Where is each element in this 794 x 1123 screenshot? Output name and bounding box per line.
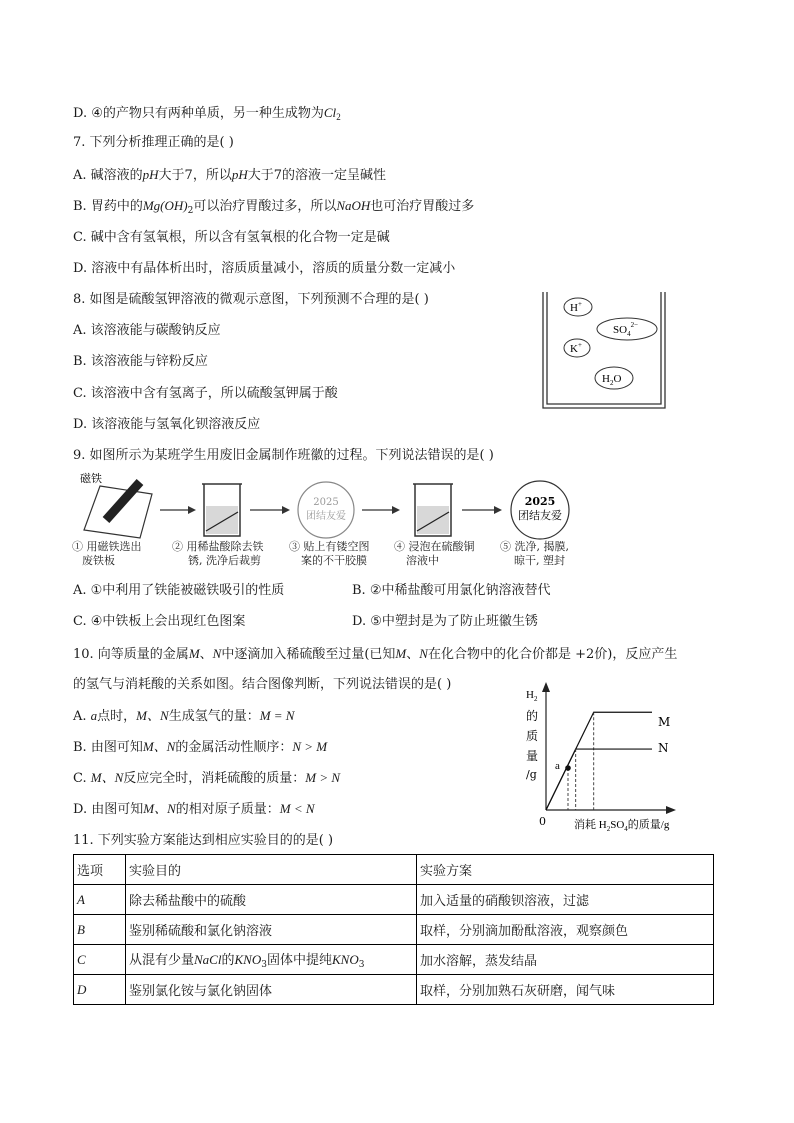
series-label-n: N bbox=[658, 741, 669, 755]
row-b-option: B bbox=[74, 915, 126, 945]
row-c-goal bbox=[126, 945, 417, 975]
row-a-goal: 除去稀盐酸中的硫酸 bbox=[126, 885, 417, 915]
x-axis-label: 消耗 $H_2SO_4$的质量/g bbox=[574, 819, 670, 833]
q10-stem-m: M bbox=[188, 646, 200, 661]
q10-stem-post: 在化合物中的化合价都是 +2价)，反应产生 bbox=[427, 647, 678, 662]
q9-stem: 9. 如图所示为某班学生用废旧金属制作班徽的过程。下列说法错误的是( ) bbox=[73, 448, 494, 463]
q10-b-pre: B. 由图可知 bbox=[73, 740, 143, 755]
q10-b-mn: M、N bbox=[142, 739, 176, 754]
q10-option-d bbox=[73, 800, 315, 819]
q11-table bbox=[73, 854, 714, 1005]
table-header-row bbox=[74, 855, 714, 885]
row-c-goal-mid2: 固体中提纯 bbox=[266, 953, 332, 968]
q10-stem-line2: 的氢气与消耗酸的关系如图。结合图像判断，下列说法错误的是( ) bbox=[73, 677, 452, 692]
q9-option-d: D. ⑤中塑封是为了防止班徽生锈 bbox=[352, 614, 538, 629]
q8-option-c: C. 该溶液中含有氢离子，所以硫酸氢钾属于酸 bbox=[73, 386, 338, 401]
table-row bbox=[74, 915, 714, 945]
q10-d-post: 的相对原子质量： bbox=[175, 802, 280, 817]
row-d-plan: 取样，分别加熟石灰研磨，闻气味 bbox=[417, 975, 714, 1005]
y-label-de: 的 bbox=[526, 709, 539, 723]
row-c-formula-nacl: NaCl bbox=[194, 952, 222, 967]
q7-a-post: 大于7的溶液一定呈碱性 bbox=[247, 168, 386, 183]
q7-option-c: C. 碱中含有氢氧根，所以含有氢氧根的化合物一定是碱 bbox=[73, 230, 390, 245]
row-b-goal: 鉴别稀硫酸和氯化钠溶液 bbox=[126, 915, 417, 945]
q10-c-post: 反应完全时，消耗硫酸的质量： bbox=[123, 771, 306, 786]
q10-a-mid: 点时， bbox=[97, 709, 137, 724]
step3-line2: 案的不干胶膜 bbox=[301, 554, 367, 567]
q9-option-c: C. ④中铁板上会出现红色图案 bbox=[73, 614, 246, 629]
q10-stem-n: N bbox=[212, 646, 222, 661]
step3-line1: ③ 贴上有镂空图 bbox=[289, 540, 370, 553]
q7-a-ph1: pH bbox=[142, 167, 159, 182]
q10-b-post: 的金属活动性顺序： bbox=[175, 740, 293, 755]
q7-a-mid: 大于7，所以 bbox=[158, 168, 232, 183]
q9-option-b: B. ②中稀盐酸可用氯化钠溶液替代 bbox=[352, 583, 551, 598]
row-c-goal-pre: 从混有少量 bbox=[129, 953, 195, 968]
q10-series-group bbox=[546, 712, 652, 810]
step2-line1: ② 用稀盐酸除去铁 bbox=[172, 540, 264, 553]
header-plan: 实验方案 bbox=[417, 855, 714, 885]
badge-year-faint: 2025 bbox=[313, 497, 339, 508]
q8-option-a: A. 该溶液能与碳酸钠反应 bbox=[73, 323, 221, 338]
q6-formula: Cl bbox=[323, 105, 337, 120]
q10-a-mn: M、N bbox=[136, 708, 169, 723]
q8-option-b: B. 该溶液能与锌粉反应 bbox=[73, 354, 208, 369]
q10-stem-sep: 、 bbox=[199, 647, 213, 662]
q10-d-mn: M、N bbox=[143, 801, 176, 816]
row-a-option: A bbox=[74, 885, 126, 915]
q10-hydrogen-graph bbox=[510, 680, 720, 836]
row-a-plan: 加入适量的硝酸钡溶液，过滤 bbox=[417, 885, 714, 915]
q7-b-formula2: NaOH bbox=[336, 198, 371, 213]
q8-solution-beaker bbox=[540, 290, 670, 412]
q7-stem: 7. 下列分析推理正确的是( ) bbox=[73, 135, 234, 150]
row-c-sub: 3 bbox=[261, 960, 267, 970]
q6-option-d bbox=[73, 104, 341, 126]
svg-text:H+: H+ bbox=[570, 300, 582, 314]
q10-stem-line1 bbox=[73, 645, 677, 664]
q10-stem-mid: 中逐滴加入稀硫酸至过量(已知 bbox=[221, 647, 396, 662]
q7-b-formula1-sub: 2 bbox=[187, 206, 194, 216]
q10-d-pre: D. 由图可知 bbox=[73, 802, 144, 817]
magnet-label: 磁铁 bbox=[80, 472, 102, 485]
q10-a-post: 生成氢气的量： bbox=[168, 709, 260, 724]
row-d-option: D bbox=[74, 975, 126, 1005]
q7-b-mid: 可以治疗胃酸过多，所以 bbox=[193, 199, 337, 214]
header-goal: 实验目的 bbox=[126, 855, 417, 885]
row-b-plan: 取样，分别滴加酚酞溶液，观察颜色 bbox=[417, 915, 714, 945]
origin-label: 0 bbox=[539, 815, 546, 828]
table-row bbox=[74, 975, 714, 1005]
q10-option-a bbox=[73, 707, 294, 726]
point-a-label: a bbox=[555, 760, 560, 772]
step1-line2: 废铁板 bbox=[82, 554, 115, 567]
y-label-liang: 量 bbox=[526, 749, 539, 763]
step1-line1: ① 用磁铁选出 bbox=[72, 540, 142, 553]
series-line-m bbox=[546, 712, 652, 810]
badge-year: 2025 bbox=[524, 495, 556, 508]
q7-b-formula1: Mg(OH) bbox=[142, 198, 188, 213]
q7-option-d: D. 溶液中有晶体析出时，溶质质量减小，溶质的质量分数一定减小 bbox=[73, 261, 456, 276]
q6-formula-sub: 2 bbox=[336, 112, 341, 122]
step4-line2: 溶液中 bbox=[406, 554, 439, 567]
q7-option-a bbox=[73, 166, 386, 185]
q8-stem: 8. 如图是硫酸氢钾溶液的微观示意图，下列预测不合理的是( ) bbox=[73, 292, 429, 307]
svg-text:SO42−: $SO_4^{2-}$ bbox=[613, 321, 639, 338]
q8-option-d: D. 该溶液能与氢氧化钡溶液反应 bbox=[73, 417, 261, 432]
table-row bbox=[74, 885, 714, 915]
row-c-plan: 加水溶解，蒸发结晶 bbox=[417, 945, 714, 975]
row-c-goal-mid: 的 bbox=[221, 953, 235, 968]
q10-a-point: a bbox=[90, 708, 98, 723]
q6-option-d-text: D. ④的产物只有两种单质，另一种生成物为 bbox=[73, 106, 324, 121]
y-label-unit: /g bbox=[526, 768, 537, 781]
q10-stem-sep2: 、 bbox=[406, 647, 420, 662]
step5-line2: 晾干, 塑封 bbox=[514, 554, 565, 567]
q10-c-pre: C. bbox=[73, 771, 91, 786]
q7-b-pre: B. 胃药中的 bbox=[73, 199, 143, 214]
q9-option-a: A. ①中利用了铁能被磁铁吸引的性质 bbox=[73, 583, 285, 598]
q10-d-expr: M < N bbox=[279, 801, 315, 816]
q10-c-expr: M > N bbox=[305, 770, 341, 785]
q10-c-mn: M、N bbox=[90, 770, 124, 785]
svg-text:H2O: $H_2O$ bbox=[602, 373, 622, 387]
series-line-n bbox=[546, 749, 652, 810]
svg-text:K+: K+ bbox=[570, 341, 582, 355]
q7-a-ph2: pH bbox=[231, 167, 248, 182]
header-option: 选项 bbox=[74, 855, 126, 885]
point-a-marker bbox=[565, 765, 571, 771]
q7-option-b bbox=[73, 197, 474, 220]
step5-line1: ⑤ 洗净, 揭膜, bbox=[500, 540, 569, 553]
y-label-h2: $H_2$ bbox=[526, 689, 538, 703]
q9-process-diagram bbox=[70, 468, 590, 574]
q10-a-pre: A. bbox=[73, 709, 91, 724]
series-label-m: M bbox=[658, 715, 671, 729]
badge-text-faint: 团结友爱 bbox=[306, 511, 346, 522]
q7-b-post: 也可治疗胃酸过多 bbox=[370, 199, 475, 214]
y-label-zhi: 质 bbox=[526, 729, 539, 743]
row-c-formula-kno3-b: KNO bbox=[331, 952, 359, 967]
q10-option-b bbox=[73, 738, 327, 757]
q10-option-c bbox=[73, 769, 340, 788]
q10-stem-m2: M bbox=[395, 646, 407, 661]
q10-a-expr: M = N bbox=[259, 708, 295, 723]
step4-line1: ④ 浸泡在硫酸铜 bbox=[394, 540, 475, 553]
q10-b-expr: N > M bbox=[292, 739, 328, 754]
badge-text: 团结友爱 bbox=[518, 509, 562, 522]
row-d-goal: 鉴别氯化铵与氯化钠固体 bbox=[126, 975, 417, 1005]
table-row bbox=[74, 945, 714, 975]
row-c-option: C bbox=[74, 945, 126, 975]
q11-stem: 11. 下列实验方案能达到相应实验目的的是( ) bbox=[73, 833, 334, 848]
row-c-sub-b: 3 bbox=[358, 960, 365, 970]
q10-stem-pre: 10. 向等质量的金属 bbox=[73, 647, 189, 662]
q7-a-pre: A. 碱溶液的 bbox=[73, 168, 143, 183]
row-c-formula-kno3: KNO bbox=[234, 952, 262, 967]
q10-stem-n2: N bbox=[419, 646, 428, 661]
step2-line2: 锈, 洗净后裁剪 bbox=[188, 554, 261, 567]
